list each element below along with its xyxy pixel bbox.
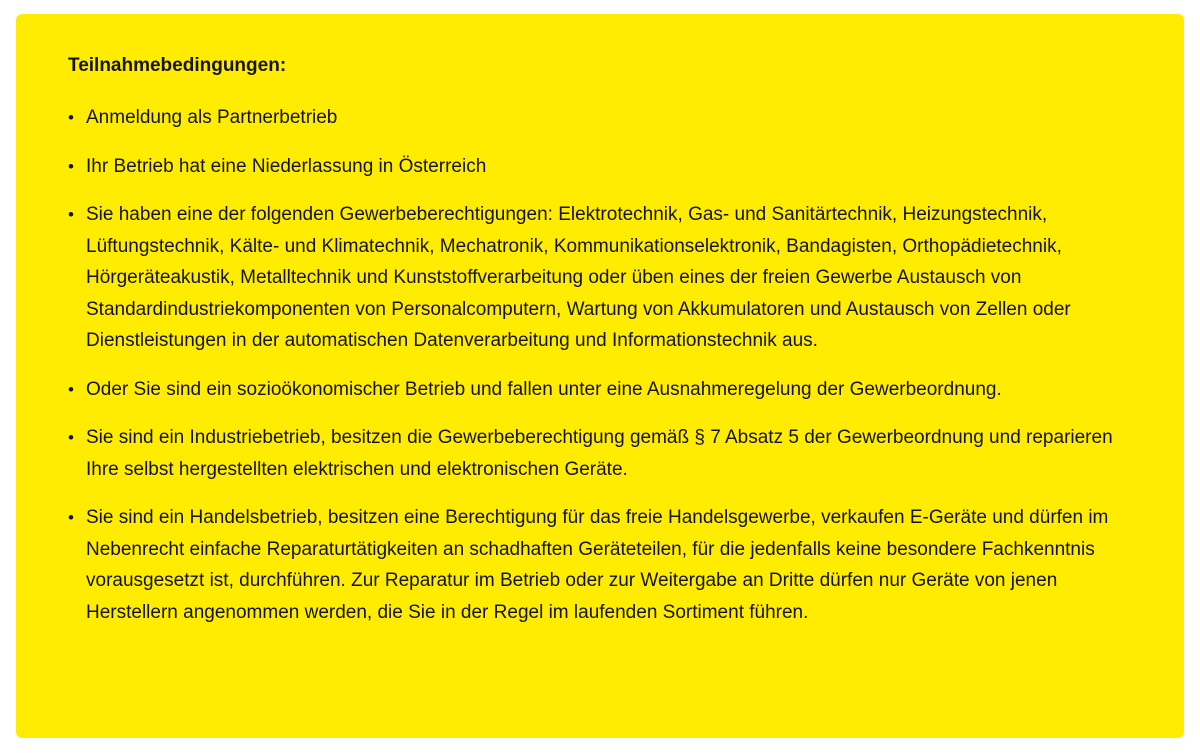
conditions-panel (16, 14, 1184, 738)
list-item (68, 502, 1132, 628)
list-item (68, 199, 1132, 357)
list-item-text: Sie haben eine der folgenden Gewerbeberechtigungen: Elektrotechnik, Gas- und Sanitärtechnik, Heizungstechnik, Lüftungstechnik, Kälte- und Klimatechnik, Mechatronik, Kommunikationselektronik, Bandagisten, Orthopädietechnik, Hörgeräteakustik, Metalltechnik und Kunststoffverarbeitung oder üben eines der freien Gewerbe Austausch von Standardindustriekomponenten von Personalcomputern, Wartung von Akkumulatoren und Austausch von Zellen oder Dienstleistungen in der automatischen Datenverarbeitung und Informationstechnik aus. (86, 204, 1071, 351)
bullet-icon (68, 151, 86, 183)
list-item (68, 102, 1132, 134)
bullet-icon (68, 374, 86, 406)
list-item-text: Sie sind ein Industriebetrieb, besitzen die Gewerbeberechtigung gemäß § 7 Absatz 5 der Gewerbeordnung und reparieren Ihre selbst hergestellten elektrischen und elektronischen Geräte. (86, 427, 1113, 480)
conditions-list (68, 102, 1132, 628)
bullet-icon (68, 422, 86, 454)
list-item (68, 151, 1132, 183)
list-item (68, 374, 1132, 406)
list-item-text: Ihr Betrieb hat eine Niederlassung in Österreich (86, 155, 487, 177)
bullet-icon (68, 102, 86, 134)
list-item (68, 422, 1132, 485)
list-item-text: Anmeldung als Partnerbetrieb (86, 107, 338, 128)
bullet-icon (68, 502, 86, 534)
list-item-text: Oder Sie sind ein sozioökonomischer Betrieb und fallen unter eine Ausnahmeregelung der Gewerbeordnung. (86, 378, 1002, 400)
bullet-icon (68, 199, 86, 231)
list-item-text: Sie sind ein Handelsbetrieb, besitzen eine Berechtigung für das freie Handelsgewerbe, verkaufen E-Geräte und dürfen im Nebenrecht einfache Reparaturtätigkeiten an schadhaften Geräteteilen, für die jedenfalls keine besondere Fachkenntnis vorausgesetzt ist, durchführen. Zur Reparatur im Betrieb oder zur Weitergabe an Dritte dürfen nur Geräte von jenen Herstellern angenommen werden, die Sie in der Regel im laufenden Sortiment führen. (86, 507, 1109, 623)
panel-title: Teilnahmebedingungen: (68, 55, 287, 76)
